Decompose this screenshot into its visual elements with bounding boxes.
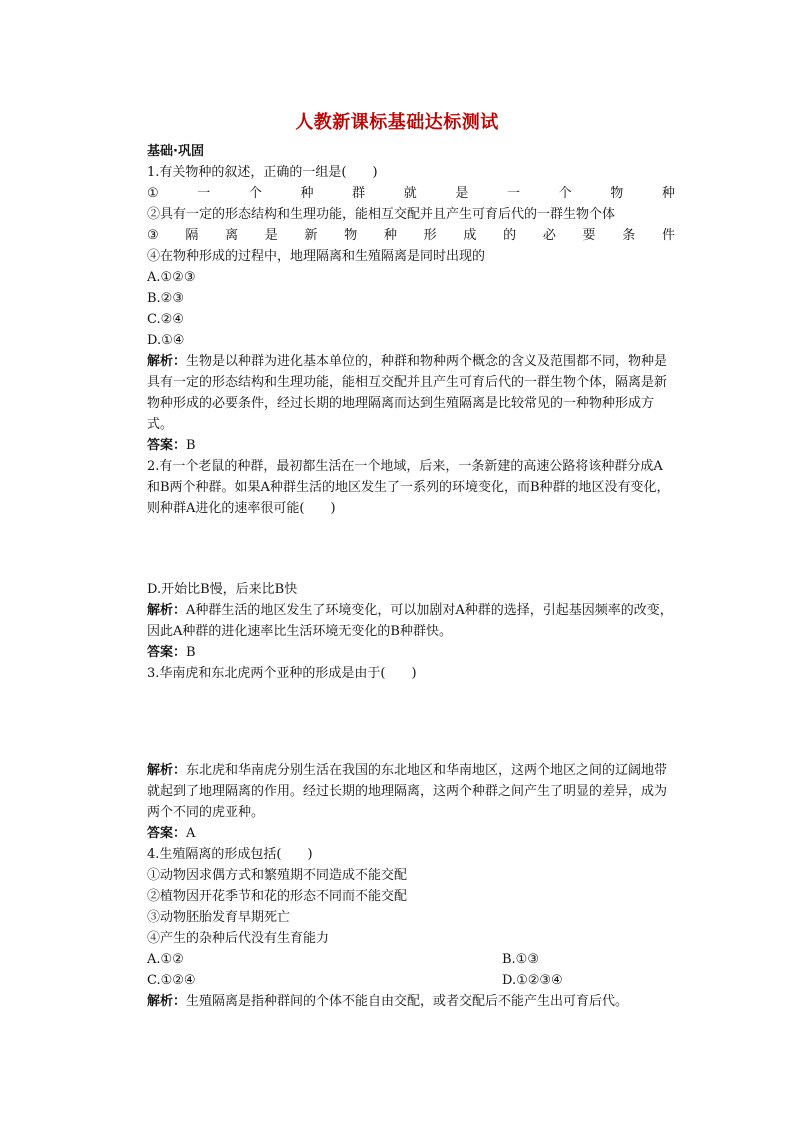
question-1-item-3: ③ 隔 离 是 新 物 种 形 成 的 必 要 条 件 (147, 228, 675, 243)
question-2-stem: 2.有一个老鼠的种群，最初都生活在一个地域，后来，一条新建的高速公路将该种群分成A和B两个种群。如果A种群生活的地区发生了一系列的环境变化，而B种群的地区没有变化，则种群A进化的速率很可能( ) (147, 459, 670, 516)
document-content (147, 141, 675, 1012)
question-1-analysis: 解析：生物是以种群为进化基本单位的，种群和物种两个概念的含义及范围都不同，物种是具有一定的形态结构和生理功能，能相互交配并且产生可育后代的一群生物个体，隔离是新物种形成的必要条件，经过长期的地理隔离而达到生殖隔离是比较常见的一种物种形成方式。 (147, 354, 668, 432)
question-3-analysis: 解析：东北虎和华南虎分别生活在我国的东北地区和华南地区，这两个地区之间的辽阔地带就起到了地理隔离的作用。经过长期的地理隔离，这两个种群之间产生了明显的差异，成为两个不同的虎亚种。 (147, 763, 668, 820)
question-2-option-d: D.开始比B慢，后来比B快 (147, 582, 298, 597)
question-4-option-c: C.①②④ (147, 973, 196, 988)
section-heading: 基础·巩固 (147, 144, 204, 159)
question-4-item-4: ④产生的杂种后代没有生育能力 (147, 931, 330, 946)
question-1-stem: 1.有关物种的叙述，正确的一组是( ) (147, 165, 378, 180)
question-4-stem: 4.生殖隔离的形成包括( ) (147, 847, 313, 862)
question-1-option-b: B.②③ (147, 291, 184, 306)
question-4-item-3: ③动物胚胎发育早期死亡 (147, 910, 291, 925)
blank-space (147, 519, 675, 579)
question-2-answer: 答案：B (147, 645, 196, 660)
question-3-answer: 答案：A (147, 826, 196, 841)
question-1-option-c: C.②④ (147, 312, 184, 327)
question-4-options-row-2 (147, 970, 675, 991)
question-1-item-2: ②具有一定的形态结构和生理功能，能相互交配并且产生可育后代的一群生物个体 (147, 207, 616, 222)
blank-space (147, 684, 675, 760)
question-1-option-a: A.①②③ (147, 270, 196, 285)
question-4-option-b: B.①③ (502, 952, 539, 967)
question-4-analysis: 解析：生殖隔离是指种群间的个体不能自由交配，或者交配后不能产生出可育后代。 (147, 994, 629, 1009)
question-1-item-4: ④在物种形成的过程中，地理隔离和生殖隔离是同时出现的 (147, 249, 486, 264)
question-4-option-d: D.①②③④ (502, 973, 563, 988)
question-1-item-1: ① 一 个 种 群 就 是 一 个 物 种 (147, 186, 675, 201)
question-4-item-2: ②植物因开花季节和花的形态不同而不能交配 (147, 889, 408, 904)
question-4-options-row-1 (147, 949, 675, 970)
question-4-option-a: A.①② (147, 952, 184, 967)
question-3-stem: 3.华南虎和东北虎两个亚种的形成是由于( ) (147, 666, 417, 681)
question-4-item-1: ①动物因求偶方式和繁殖期不同造成不能交配 (147, 868, 408, 883)
document-title: 人教新课标基础达标测试 (295, 112, 499, 133)
question-2-analysis: 解析：A种群生活的地区发生了环境变化，可以加剧对A种群的选择，引起基因频率的改变，因此A种群的进化速率比生活环境无变化的B种群快。 (147, 603, 673, 639)
question-1-answer: 答案：B (147, 438, 196, 453)
question-1-option-d: D.①④ (147, 333, 185, 348)
